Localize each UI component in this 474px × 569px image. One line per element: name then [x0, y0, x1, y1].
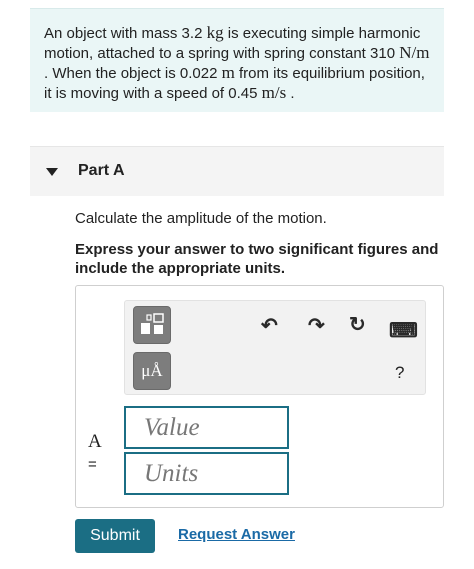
speed-unit: m/s: [261, 83, 287, 102]
problem-text: .: [286, 85, 295, 102]
keyboard-icon[interactable]: ⌨: [389, 320, 418, 342]
reset-icon[interactable]: ↻: [349, 314, 366, 336]
request-answer-link[interactable]: Request Answer: [178, 526, 295, 543]
answer-variable: A: [88, 431, 102, 452]
math-toolbar: [124, 300, 426, 395]
part-a-header[interactable]: [30, 146, 444, 196]
units-button[interactable]: [133, 352, 171, 390]
problem-statement: [30, 8, 444, 112]
answer-instructions: Express your answer to two significant figures and include the appropriate units.: [75, 241, 439, 277]
part-label: Part A: [78, 162, 125, 179]
help-icon[interactable]: ?: [395, 363, 405, 382]
problem-text: . When the object is 0.022: [44, 65, 222, 82]
problem-text: from its equilibrium position, it is moving with a speed of 0.45: [44, 65, 425, 102]
templates-button[interactable]: [133, 306, 171, 344]
spring-constant-unit: N/m: [399, 43, 430, 62]
question-text: Calculate the amplitude of the motion.: [75, 210, 327, 227]
problem-text: is executing simple harmonic motion, attached to a spring with spring constant 310: [44, 25, 421, 62]
problem-text: An object with mass 3.2: [44, 25, 207, 42]
value-input[interactable]: [124, 406, 289, 449]
mass-unit: kg: [206, 23, 224, 42]
undo-icon[interactable]: ↶: [261, 315, 278, 337]
answer-box: [75, 285, 444, 508]
caret-down-icon[interactable]: [46, 168, 58, 176]
units-icon: μÅ: [141, 361, 163, 380]
units-input[interactable]: [124, 452, 289, 495]
submit-button[interactable]: Submit: [75, 519, 155, 553]
templates-icon: [134, 307, 170, 343]
redo-icon[interactable]: ↷: [308, 315, 325, 337]
distance-unit: m: [221, 63, 235, 82]
equals-sign: =: [88, 456, 97, 473]
